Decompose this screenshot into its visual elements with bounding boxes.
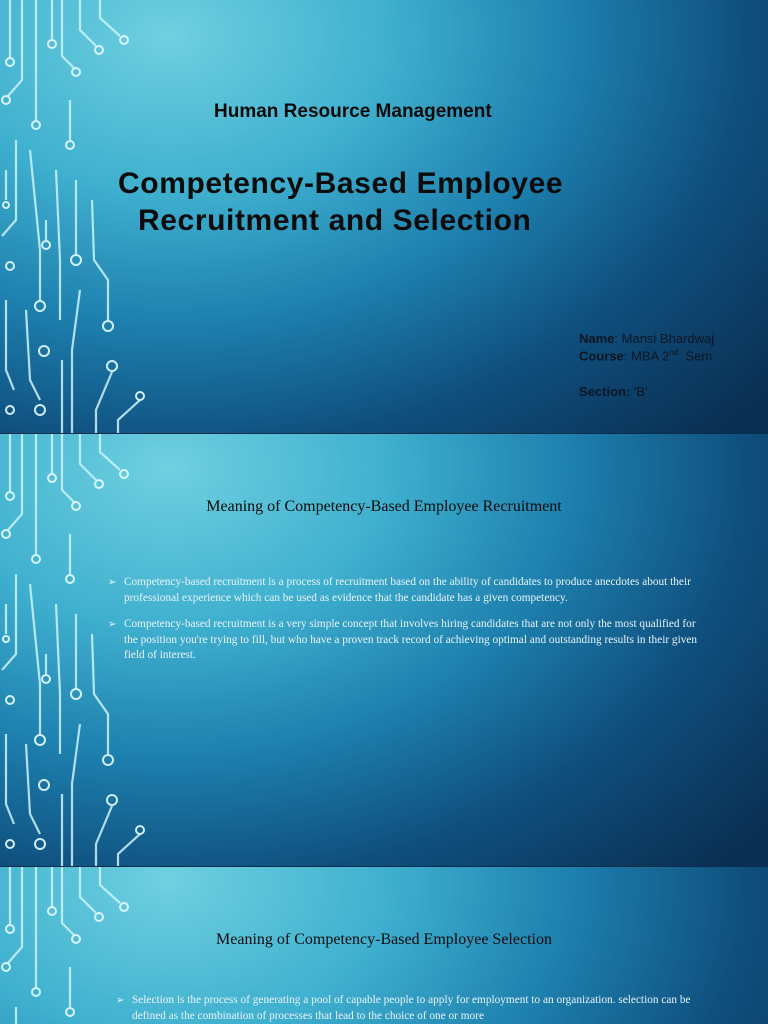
name-label: Name	[579, 331, 615, 346]
bullet-text: Competency-based recruitment is a very simple concept that involves hiring candidates that are not only the most qualified for the position you're trying to fill, but who have a proven track record of achieving optimal and outstanding results in their given field of interest.	[124, 618, 698, 662]
bullet-list	[116, 993, 716, 1024]
course-superscript: nd	[669, 348, 679, 357]
bullet-list	[108, 575, 708, 675]
bullet-text: Competency-based recruitment is a process of recruitment based on the ability of candidates to produce anecdotes about their professional experience which can be used as evidence that the candidate has a given competency.	[124, 576, 691, 604]
presentation-title	[118, 165, 678, 239]
subject-heading: Human Resource Management	[214, 101, 492, 122]
section-label: Section:	[579, 384, 631, 399]
selection-slide	[0, 867, 768, 1024]
title-line-1: Competency-Based Employee	[118, 167, 564, 200]
arrow-bullet-icon: ➢	[116, 995, 125, 1006]
title-line-2: Recruitment and Selection	[138, 204, 532, 237]
section-value: 'B'	[630, 384, 648, 399]
title-slide	[0, 0, 768, 433]
recruitment-slide	[0, 434, 768, 866]
name-info	[579, 331, 714, 346]
course-label: Course	[579, 348, 624, 364]
bullet-item	[116, 993, 716, 1024]
section-info	[579, 384, 648, 399]
arrow-bullet-icon: ➢	[108, 577, 117, 588]
bullet-item	[108, 575, 708, 606]
arrow-bullet-icon: ➢	[108, 619, 117, 631]
bullet-text: Selection is the process of generating a pool of capable people to apply for employment to an organization. selection can be defined as the combination of processes that lead to the choice of one or more	[132, 994, 691, 1022]
slide-heading: Meaning of Competency-Based Employee Selection	[216, 931, 552, 948]
course-suffix: Sem	[678, 348, 713, 364]
slide-heading: Meaning of Competency-Based Employee Recruitment	[206, 498, 562, 515]
bullet-item	[108, 617, 708, 664]
course-value: : MBA 2	[623, 348, 670, 364]
name-value: : Mansi Bhardwaj	[614, 331, 715, 346]
course-info	[579, 348, 712, 363]
